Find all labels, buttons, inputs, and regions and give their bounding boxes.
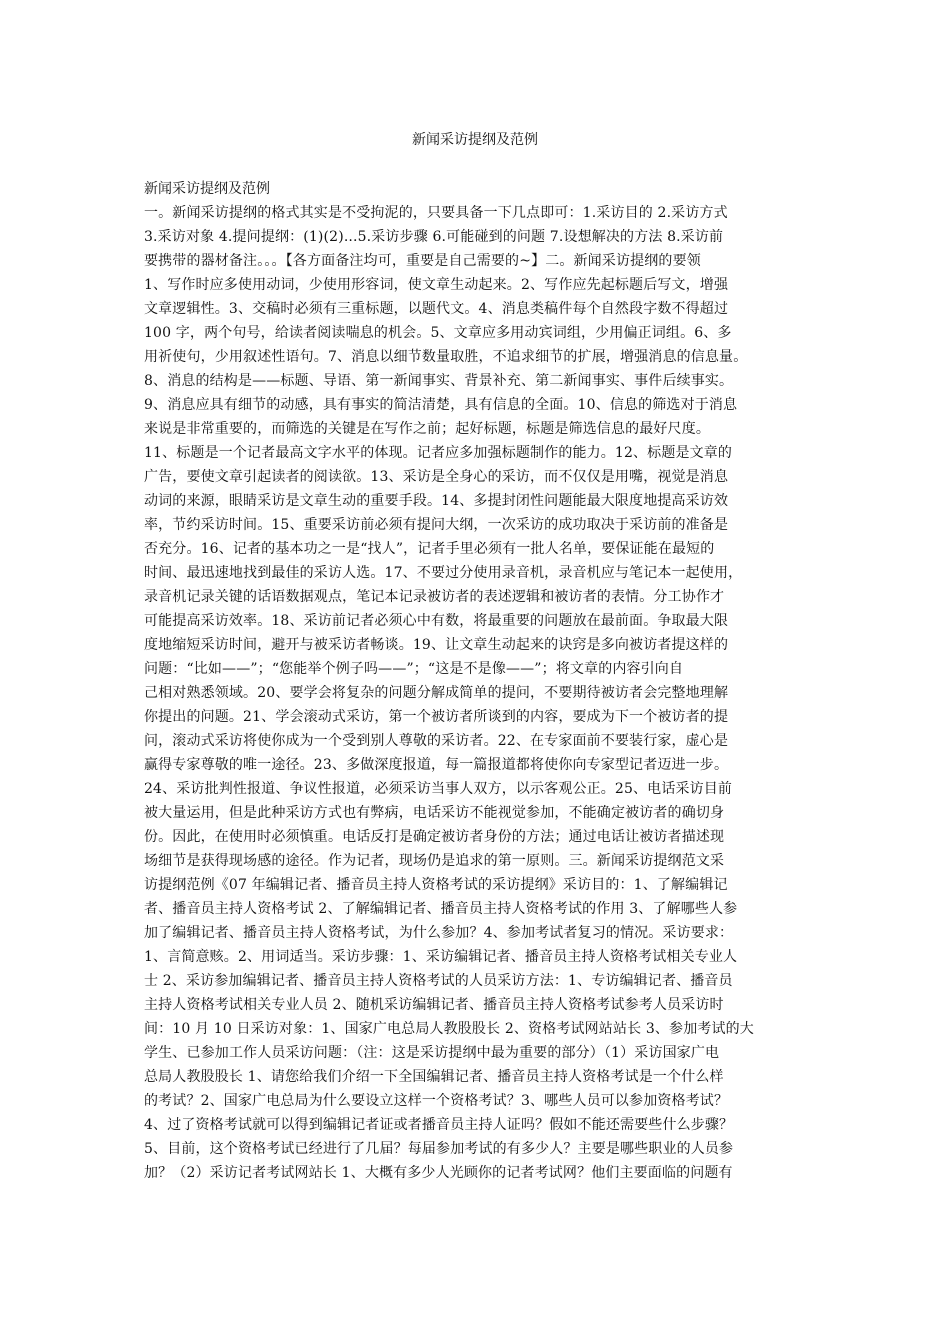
text-line: 加了编辑记者、播音员主持人资格考试，为什么参加？4、参加考试者复习的情况。采访要求： (144, 925, 734, 941)
text-line: 可能提高采访效率。18、采访前记者必须心中有数，将最重要的问题放在最前面。争取最大限 (144, 613, 729, 629)
text-line: 问题：“比如——”；“您能举个例子吗——”；“这是不是像——”；将文章的内容引向自 (144, 661, 684, 677)
text-line: 24、采访批判性报道、争议性报道，必须采访当事人双方，以示客观公正。25、电话采访目前 (144, 781, 733, 797)
text-line: 4、过了资格考试就可以得到编辑记者证或者播音员主持人证吗？假如不能还需要些什么步骤？ (144, 1117, 734, 1133)
text-line: 间：10 月 10 日采访对象：1、国家广电总局人教股股长 2、资格考试网站站长 3、参加考试的大 (144, 1021, 754, 1037)
text-line: 广告，要使文章引起读者的阅读欲。13、采访是全身心的采访，而不仅仅是用嘴，视觉是消息 (144, 469, 729, 485)
text-line: 访提纲范例《07 年编辑记者、播音员主持人资格考试的采访提纲》采访目的：1、了解编辑记 (144, 877, 728, 893)
text-line: 度地缩短采访时间，避开与被采访者畅谈。19、让文章生动起来的诀窍是多向被访者提这样的 (144, 637, 729, 653)
text-line: 否充分。16、记者的基本功之一是“找人”，记者手里必须有一批人名单，要保证能在最短的 (144, 541, 715, 557)
text-line: 一。新闻采访提纲的格式其实是不受拘泥的，只要具备一下几点即可：1.采访目的 2.采访方式 (144, 205, 728, 221)
text-line: 时间、最迅速地找到最佳的采访人选。17、不要过分使用录音机，录音机应与笔记本一起使用， (144, 565, 743, 581)
text-line: 赢得专家尊敬的唯一途径。23、多做深度报道，每一篇报道都将使你向专家型记者迈进一步。 (144, 757, 729, 773)
text-line: 士 2、采访参加编辑记者、播音员主持人资格考试的人员采访方法：1、专访编辑记者、播音员 (144, 973, 733, 989)
text-line: 主持人资格考试相关专业人员 2、随机采访编辑记者、播音员主持人资格考试参考人员采访时 (144, 997, 724, 1013)
text-line: 份。因此，在使用时必须慎重。电话反打是确定被访者身份的方法；通过电话让被访者描述现 (144, 829, 725, 845)
text-line: 总局人教股股长 1、请您给我们介绍一下全国编辑记者、播音员主持人资格考试是一个什么样 (144, 1069, 724, 1085)
text-line: 己相对熟悉领域。20、要学会将复杂的问题分解成简单的提问，不要期待被访者会完整地理解 (144, 685, 729, 701)
text-line: 11、标题是一个记者最高文字水平的体现。记者应多加强标题制作的能力。12、标题是文章的 (144, 445, 733, 461)
text-line: 的考试？2、国家广电总局为什么要设立这样一个资格考试？3、哪些人员可以参加资格考试？ (144, 1093, 729, 1109)
text-line: 3.采访对象 4.提问提纲：(1)(2)...5.采访步骤 6.可能碰到的问题 7.设想解决的方法 8.采访前 (144, 229, 724, 245)
text-line: 场细节是获得现场感的途径。作为记者，现场仍是追求的第一原则。三。新闻采访提纲范文采 (144, 853, 725, 869)
text-line: 者、播音员主持人资格考试 2、了解编辑记者、播音员主持人资格考试的作用 3、了解哪些人参 (144, 901, 738, 917)
text-line: 100 字，两个句号，给读者阅读喘息的机会。5、文章应多用动宾词组，少用偏正词组。6、多 (144, 325, 732, 341)
text-line: 来说是非常重要的，而筛选的关键是在写作之前；起好标题，标题是筛选信息的最好尺度。 (144, 421, 710, 437)
text-line: 1、写作时应多使用动词，少使用形容词，使文章生动起来。2、写作应先起标题后写文，增强 (144, 277, 729, 293)
document-title: 新闻采访提纲及范例 (412, 132, 538, 148)
text-line: 加？（2）采访记者考试网站长 1、大概有多少人光顾你的记者考试网？他们主要面临的问题有 (144, 1165, 733, 1181)
text-line: 问，滚动式采访将使你成为一个受到别人尊敬的采访者。22、在专家面前不要装行家，虚心是 (144, 733, 729, 749)
document-subtitle: 新闻采访提纲及范例 (144, 181, 270, 197)
text-line: 录音机记录关键的话语数据观点，笔记本记录被访者的表述逻辑和被访者的表情。分工协作才 (144, 589, 725, 605)
text-line: 8、消息的结构是——标题、导语、第一新闻事实、背景补充、第二新闻事实、事件后续事实。 (144, 373, 734, 389)
text-line: 率，节约采访时间。15、重要采访前必须有提问大纲，一次采访的成功取决于采访前的准备是 (144, 517, 729, 533)
document-body (144, 177, 806, 1185)
text-line: 9、消息应具有细节的动感，具有事实的简洁清楚，具有信息的全面。10、信息的筛选对于消息 (144, 397, 738, 413)
text-line: 要携带的器材备注。。。【各方面备注均可，重要是自己需要的~】二。新闻采访提纲的要领 (144, 253, 701, 269)
text-line: 学生、已参加工作人员采访问题：（注：这是采访提纲中最为重要的部分）（1）采访国家广电 (144, 1045, 720, 1061)
text-line: 动词的来源，眼睛采访是文章生动的重要手段。14、多提封闭性问题能最大限度地提高采访效 (144, 493, 729, 509)
text-line: 文章逻辑性。3、交稿时必须有三重标题，以题代文。4、消息类稿件每个自然段字数不得超过 (144, 301, 729, 317)
text-line: 1、言简意赅。2、用词适当。采访步骤：1、采访编辑记者、播音员主持人资格考试相关专业人 (144, 949, 738, 965)
text-line: 用祈使句，少用叙述性语句。7、消息以细节数量取胜，不追求细节的扩展，增强消息的信息量。 (144, 349, 748, 365)
text-line: 你提出的问题。21、学会滚动式采访，第一个被访者所谈到的内容，要成为下一个被访者的提 (144, 709, 729, 725)
text-line: 5、目前，这个资格考试已经进行了几届？每届参加考试的有多少人？主要是哪些职业的人员参 (144, 1141, 734, 1157)
text-line: 被大量运用，但是此种采访方式也有弊病，电话采访不能视觉参加，不能确定被访者的确切身 (144, 805, 725, 821)
